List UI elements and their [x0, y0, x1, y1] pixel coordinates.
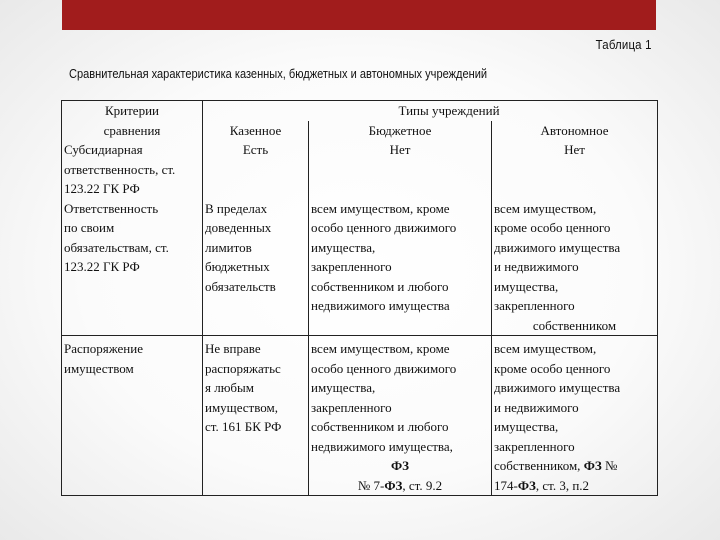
cell-line: имущества, [494, 419, 559, 434]
criteria-header-cell [62, 101, 203, 141]
cell-line: и недвижимого [494, 399, 579, 415]
document-title: Сравнительная характеристика казенных, бюджетных и автономных учреждений [69, 66, 488, 81]
autonomous-cell [492, 336, 658, 496]
column-header-state: Казенное [203, 121, 309, 141]
budget-cell: Нет [309, 140, 492, 199]
cell-line: закрепленного [311, 399, 392, 415]
law-reference: ФЗ [583, 458, 602, 473]
cell-line: Не вправе [205, 341, 261, 356]
cell-line: всем имуществом, [494, 341, 597, 356]
cell-line: особо ценного движимого [311, 220, 457, 235]
cell-line [311, 456, 489, 476]
cell-line: имущества, [311, 239, 376, 255]
table-row-subsidiary [62, 140, 658, 199]
criterion-cell [62, 199, 203, 336]
criterion-line: обязательствам, ст. [64, 239, 169, 255]
table-label: Таблица 1 [596, 37, 652, 52]
budget-cell [309, 336, 492, 496]
state-cell [203, 199, 309, 336]
cell-line: распоряжатьс [205, 360, 281, 376]
cell-line: кроме особо ценного [494, 220, 611, 235]
types-header: Типы учреждений [398, 103, 500, 118]
law-number: 174- [494, 477, 518, 493]
cell-line: собственником и любого [311, 419, 449, 434]
cell-line: движимого имущества [494, 380, 621, 395]
cell-line: всем имуществом, кроме [311, 200, 450, 216]
cell-line: всем имуществом, кроме [311, 341, 450, 356]
header-accent-bar [62, 0, 656, 30]
cell-line: ст. 161 БК РФ [205, 419, 282, 434]
cell-line: имущества, [494, 278, 559, 294]
cell-line: и недвижимого [494, 259, 579, 274]
criterion-line: Распоряжение [64, 341, 143, 356]
cell-line: собственником [532, 317, 617, 333]
cell-line: лимитов [205, 239, 252, 255]
criteria-header-line: Критерии [105, 103, 159, 118]
cell-line [311, 476, 489, 496]
cell-line [494, 456, 655, 476]
cell-line: особо ценного движимого [311, 360, 457, 376]
cell-line: закрепленного [494, 298, 575, 313]
cell-line: закрепленного [494, 438, 575, 454]
cell-line: бюджетных [205, 259, 270, 274]
cell-line: недвижимого имущества [311, 298, 450, 313]
cell-line: движимого имущества [494, 239, 621, 255]
cell-line: В пределах [205, 200, 268, 216]
law-number: № [601, 458, 618, 473]
budget-cell [309, 199, 492, 336]
cell-line: доведенных [205, 220, 272, 235]
criterion-cell [62, 140, 203, 199]
law-article: , ст. 3, п.2 [535, 477, 590, 493]
types-header-cell [203, 101, 658, 121]
state-cell [203, 336, 309, 496]
criterion-line: Ответственность [64, 200, 159, 216]
criterion-cell [62, 336, 203, 496]
comparison-table [61, 100, 658, 496]
autonomous-cell [492, 199, 658, 336]
cell-line: недвижимого имущества, [311, 438, 453, 454]
state-cell: Есть [203, 140, 309, 199]
column-header-budget: Бюджетное [309, 121, 492, 141]
table-row-responsibility [62, 199, 658, 336]
law-reference: ФЗ [384, 477, 403, 493]
criteria-header-line: сравнения [103, 122, 161, 138]
criterion-line: по своим [64, 220, 115, 235]
law-reference: ФЗ [517, 477, 536, 493]
cell-line: имуществом, [205, 399, 279, 415]
cell-line: кроме особо ценного [494, 360, 611, 376]
law-article: , ст. 9.2 [402, 477, 443, 493]
cell-line [494, 476, 655, 496]
law-number: № 7- [357, 477, 385, 493]
cell-line: закрепленного [311, 259, 392, 274]
cell-line: собственником и любого [311, 278, 449, 294]
law-owner: собственником, [494, 458, 584, 473]
criterion-line: имуществом [64, 360, 134, 376]
cell-line: я любым [205, 380, 255, 395]
cell-line: обязательств [205, 278, 276, 294]
criterion-line: Субсидиарная [64, 142, 143, 157]
law-reference: ФЗ [390, 458, 410, 473]
autonomous-cell: Нет [492, 140, 658, 199]
table-row-disposal [62, 336, 658, 496]
criterion-line: 123.22 ГК РФ [64, 259, 140, 274]
criterion-line: 123.22 ГК РФ [64, 181, 140, 196]
criterion-line: ответственность, ст. [64, 161, 176, 177]
cell-line: всем имуществом, [494, 200, 597, 216]
cell-line: имущества, [311, 380, 376, 395]
table-header-row [62, 101, 658, 121]
column-header-autonomous: Автономное [492, 121, 658, 141]
